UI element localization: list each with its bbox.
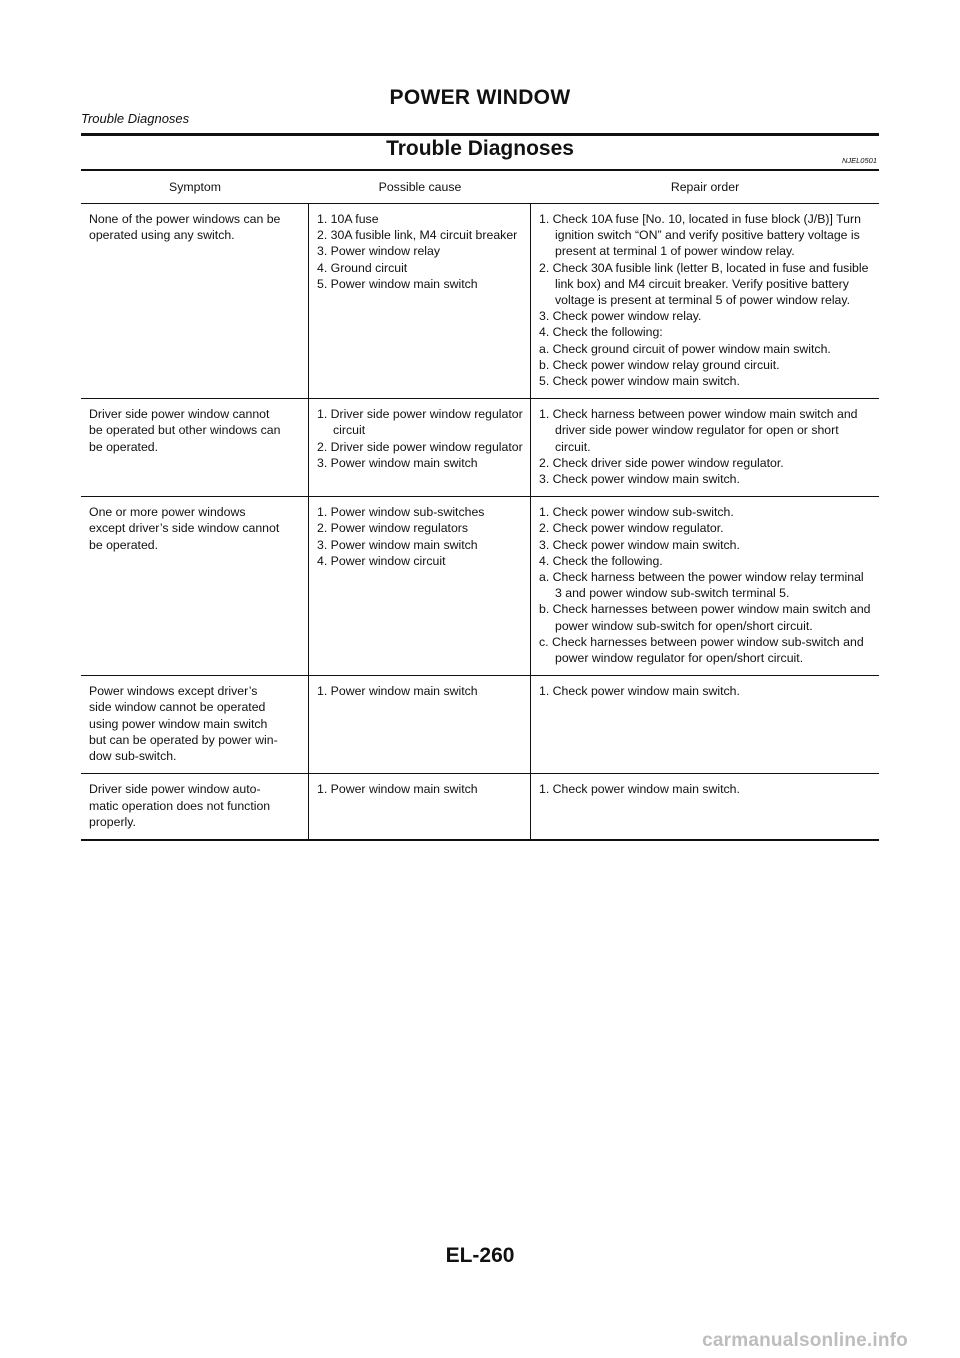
table-row: [81, 399, 879, 497]
repair-order-cell-line: 4. Check the following.: [539, 553, 663, 568]
section-title: Trouble Diagnoses: [386, 137, 574, 160]
symptom-cell: [81, 399, 309, 496]
symptom-cell-line: None of the power windows can be: [89, 212, 281, 226]
repair-order-cell-line: b. Check power window relay ground circuit.: [539, 357, 780, 372]
symptom-cell: [81, 676, 309, 773]
possible-cause-cell-line: 2. 30A fusible link, M4 circuit breaker: [317, 228, 518, 243]
symptom-cell: [81, 497, 309, 675]
symptom-cell-line: except driver’s side window cannot: [89, 521, 280, 536]
page-header-title: POWER WINDOW: [389, 86, 571, 109]
possible-cause-cell: [309, 399, 531, 496]
symptom-cell-line: be operated but other windows can: [89, 423, 281, 438]
possible-cause-cell-line: 4. Ground circuit: [317, 260, 408, 275]
possible-cause-cell: [309, 204, 531, 398]
repair-order-cell: [531, 204, 879, 398]
repair-order-cell-line: 2. Check power window regulator.: [539, 521, 724, 536]
repair-order-cell-line: 1. Check power window main switch.: [539, 684, 740, 699]
possible-cause-cell-line: 1. Driver side power window regulator circuit: [317, 407, 523, 438]
symptom-cell-line: be operated.: [89, 537, 159, 552]
possible-cause-cell: [309, 676, 531, 773]
symptom-cell-line: be operated.: [89, 439, 159, 454]
table-header-row: [81, 171, 879, 204]
symptom-cell: [81, 774, 309, 839]
repair-order-cell-line: 4. Check the following:: [539, 325, 663, 340]
column-header-possible-cause: Possible cause: [378, 179, 462, 194]
repair-order-cell-line: 5. Check power window main switch.: [539, 374, 740, 389]
possible-cause-cell-line: 2. Driver side power window regulator: [317, 439, 523, 454]
column-header-repair-order: Repair order: [670, 179, 740, 194]
possible-cause-cell-line: 5. Power window main switch: [317, 276, 478, 291]
trouble-diagnoses-table: [81, 169, 879, 841]
repair-order-cell-line: 2. Check 30A fusible link (letter B, located in fuse and fusible link box) and M4 circuit breaker. Verify positive battery voltage is present at terminal 5 of power window relay.: [539, 260, 869, 308]
possible-cause-cell: [309, 774, 531, 839]
page-number: EL-260: [445, 1244, 515, 1267]
symptom-cell: [81, 204, 309, 398]
symptom-cell-line: properly.: [89, 814, 136, 829]
possible-cause-cell-line: 1. Power window main switch: [317, 782, 478, 797]
symptom-cell-line: One or more power windows: [89, 505, 246, 520]
repair-order-cell-line: b. Check harnesses between power window main switch and power window sub-switch for open/short circuit.: [539, 602, 871, 633]
possible-cause-cell-line: 2. Power window regulators: [317, 521, 469, 536]
possible-cause-cell-line: 3. Power window relay: [317, 244, 441, 259]
repair-order-cell-line: 3. Check power window main switch.: [539, 537, 740, 552]
symptom-cell-line: operated using any switch.: [89, 228, 235, 243]
repair-order-cell: [531, 497, 879, 675]
section-code: NJEL0501: [841, 156, 877, 165]
symptom-cell-line: Driver side power window auto-: [89, 782, 261, 797]
repair-order-cell-line: 1. Check power window main switch.: [539, 782, 740, 797]
repair-order-cell-line: 1. Check 10A fuse [No. 10, located in fuse block (J/B)] Turn ignition switch “ON” and verify positive battery voltage is present at terminal 1 of power window relay.: [539, 212, 861, 259]
repair-order-cell-line: 3. Check power window main switch.: [539, 472, 740, 487]
possible-cause-cell-line: 4. Power window circuit: [317, 553, 446, 568]
table-row: [81, 204, 879, 399]
repair-order-cell-line: a. Check harness between the power window relay terminal 3 and power window sub-switch terminal 5.: [539, 570, 864, 601]
repair-order-cell: [531, 676, 879, 773]
repair-order-cell: [531, 774, 879, 839]
symptom-cell-line: Power windows except driver’s: [89, 684, 258, 699]
table-body: [81, 204, 879, 839]
watermark: carmanualsonline.info: [702, 1330, 908, 1351]
possible-cause-cell: [309, 497, 531, 675]
repair-order-cell-line: 1. Check harness between power window main switch and driver side power window regulator for open or short circuit.: [539, 407, 858, 454]
table-row: [81, 676, 879, 774]
repair-order-cell-line: c. Check harnesses between power window sub-switch and power window regulator for open/short circuit.: [539, 634, 864, 666]
header-divider: [81, 133, 879, 136]
symptom-cell-line: but can be operated by power win-: [89, 732, 278, 747]
possible-cause-cell-line: 3. Power window main switch: [317, 455, 478, 470]
repair-order-cell: [531, 399, 879, 496]
column-header-symptom: Symptom: [169, 179, 221, 194]
possible-cause-cell-line: 1. Power window main switch: [317, 684, 478, 699]
repair-order-cell-line: 1. Check power window sub-switch.: [539, 505, 734, 520]
symptom-cell-line: using power window main switch: [89, 716, 268, 731]
repair-order-cell-line: 2. Check driver side power window regulator.: [539, 455, 784, 470]
repair-order-cell-line: a. Check ground circuit of power window main switch.: [539, 341, 831, 356]
page-header-subtitle: Trouble Diagnoses: [81, 111, 190, 126]
possible-cause-cell-line: 1. 10A fuse: [317, 212, 379, 226]
symptom-cell-line: side window cannot be operated: [89, 700, 266, 715]
symptom-cell-line: matic operation does not function: [89, 798, 271, 813]
table-row: [81, 497, 879, 676]
table-row: [81, 774, 879, 839]
possible-cause-cell-line: 1. Power window sub-switches: [317, 505, 485, 520]
possible-cause-cell-line: 3. Power window main switch: [317, 537, 478, 552]
repair-order-cell-line: 3. Check power window relay.: [539, 309, 702, 324]
symptom-cell-line: Driver side power window cannot: [89, 407, 270, 422]
symptom-cell-line: dow sub-switch.: [89, 749, 177, 764]
